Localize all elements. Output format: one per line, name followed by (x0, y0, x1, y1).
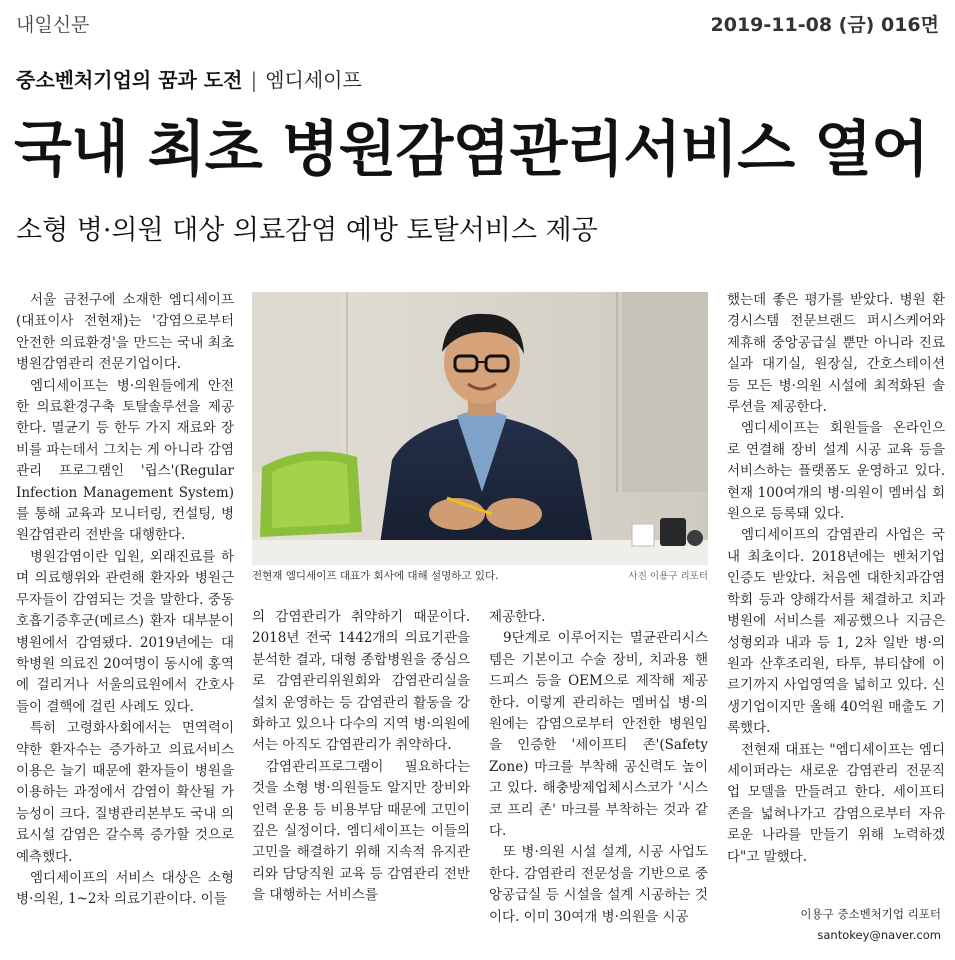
interview-photo-illustration (252, 292, 708, 565)
paragraph: 서울 금천구에 소재한 엠디세이프(대표이사 전현재)는 '감염으로부터 안전한 의료환경'을 만드는 국내 최초 병원감염관리 전문기업이다. (16, 292, 234, 373)
article-column-4 (727, 290, 945, 868)
article-photo (252, 292, 708, 565)
reporter-byline: 이용구 중소벤처기업 리포터 (800, 907, 941, 921)
paragraph: 엠디세이프의 서비스 대상은 소형 병·의원, 1~2차 의료기관이다. 이들 (16, 869, 234, 908)
caption-text: 전현재 엠디세이프 대표가 회사에 대해 설명하고 있다. (252, 570, 499, 582)
paragraph: 9단계로 이루어지는 멸균관리시스템은 기본이고 수술 장비, 치과용 핸드피스 등을 OEM으로 제작해 제공한다. 이렇게 관리하는 멤버십 병·의원에는 감염으로부터 안전한 병원임을 인증한 '세이프티 존'(Safety Zone) 마크를 부착해 공신력도 높이고 있다. 해충방제업체시스코가 '시스코 프리 존' 마크를 부착하는 것과 같다. (489, 630, 708, 840)
photo-caption (252, 568, 708, 583)
paragraph: 의 감염관리가 취약하기 때문이다. 2018년 전국 1442개의 의료기관을 분석한 결과, 대형 종합병원을 중심으로 감염관리위원회와 감염관리실을 설치 운영하는 등 감염관리 활동을 강화하고 있으나 다수의 지역 병·의원에서는 아직도 감염관리가 취약하다. (252, 609, 470, 754)
headline: 국내 최초 병원감염관리서비스 열어 (14, 115, 929, 185)
paragraph: 또 병·의원 시설 설계, 시공 사업도 한다. 감염관리 전문성을 기반으로 중앙공급실 등 시설을 설계 시공하는 것이다. 이미 30여개 병·의원을 시공 (489, 844, 708, 925)
reporter-email[interactable]: santokey@naver.com (817, 928, 941, 942)
subheadline: 소형 병·의원 대상 의료감염 예방 토탈서비스 제공 (16, 215, 598, 246)
issue-date-page: 2019-11-08 (금) 016면 (710, 14, 939, 36)
newspaper-name: 내일신문 (16, 14, 90, 36)
series-separator: | (250, 68, 258, 92)
article-column-2 (252, 607, 470, 907)
article-column-3 (489, 607, 708, 928)
paragraph: 병원감염이란 입원, 외래진료를 하며 의료행위와 관련해 환자와 병원근무자들이 감염되는 것을 말한다. 중동호흡기증후군(메르스) 환자 대부분이 병원에서 감염됐다. 2019년에는 대학병원 의료진 20여명이 동시에 홍역에 걸리거나 서울의료원에서 간호사들이 결핵에 걸린 사례도 있다. (16, 548, 234, 715)
paragraph: 엠디세이프는 회원들을 온라인으로 연결해 장비 설계 시공 교육 등을 서비스하는 플랫폼도 운영하고 있다. 현재 100여개의 병·의원이 멤버십 회원으로 등록돼 있다. (727, 420, 945, 523)
paragraph: 엠디세이프의 감염관리 사업은 국내 최초이다. 2018년에는 벤처기업 인증도 받았다. 처음엔 대한치과감염학회 등과 양해각서를 체결하고 치과병원에 서비스를 제공했으나 지금은 성형외과 내과 등 1, 2차 일반 병·의원과 산후조리원, 타투, 뷰티샵에 이르기까지 사업영역을 넓히고 있다. 신생기업이지만 올해 40억원 매출도 기록했다. (727, 527, 945, 737)
series-company: 엠디세이프 (265, 68, 362, 92)
paragraph: 제공한다. (489, 609, 546, 625)
series-name: 중소벤처기업의 꿈과 도전 (16, 68, 243, 92)
photo-credit: 사진 이용구 리포터 (628, 571, 708, 582)
article-column-1 (16, 290, 234, 911)
paragraph: 했는데 좋은 평가를 받았다. 병원 환경시스템 전문브랜드 퍼시스케어와 제휴해 중앙공급실 뿐만 아니라 진료실과 대기실, 원장실, 간호스테이션 등 모든 병·의원 시설에 최적화된 솔루션을 제공한다. (727, 292, 945, 416)
paragraph: 전현재 대표는 "엠디세이프는 엠디세이퍼라는 새로운 감염관리 전문직업 모델을 만들려고 한다. 세이프티 존을 넓혀나가고 감염으로부터 자유로운 나라를 만들기 위해 노력하겠다"고 말했다. (727, 741, 945, 865)
paragraph: 엠디세이프는 병·의원들에게 안전한 의료환경구축 토탈솔루션을 제공한다. 멸균기 등 한두 가지 재료와 장비를 파는데서 그치는 게 아니라 감염관리 프로그램인 '립스'(Regular Infection Management System)를 통해 교육과 모니터링, 컨설팅, 병원감염관리 전반을 대행한다. (16, 377, 234, 544)
paragraph: 특히 고령화사회에서는 면역력이 약한 환자수는 증가하고 의료서비스 이용은 늘기 때문에 환자들이 병원을 이용하는 과정에서 감염이 확산될 가능성이 크다. 질병관리본부도 국내 의료시설 감염은 갈수록 증가할 것으로 예측했다. (16, 720, 234, 865)
paragraph: 감염관리프로그램이 필요하다는 것을 소형 병·의원들도 알지만 장비와 인력 운용 등 비용부담 때문에 고민이 깊은 실정이다. 엠디세이프는 이들의 고민을 해결하기 위해 지속적 유지관리와 담당직원 교육 등 감염관리 전반을 대행하는 서비스를 (252, 758, 470, 904)
series-label (16, 64, 362, 93)
